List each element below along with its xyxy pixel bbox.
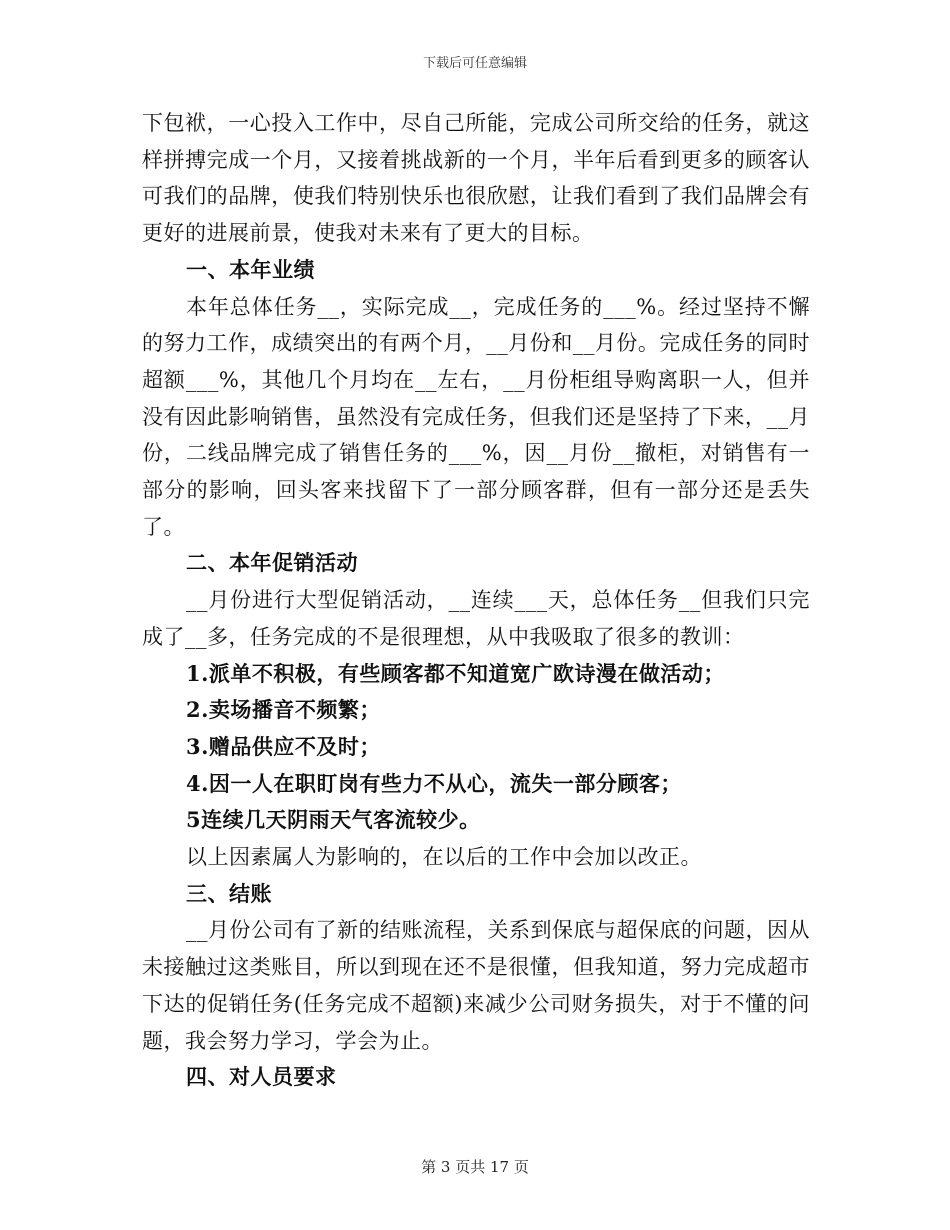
lesson-item-1: 1.派单不积极，有些顾客都不知道宽广欧诗漫在做活动；: [186, 660, 725, 686]
lesson-item-3: 3.赠品供应不及时；: [186, 733, 381, 759]
section-heading-staff-requirements: 四、对人员要求: [186, 1064, 337, 1090]
document-body: [142, 105, 810, 1096]
paragraph-settlement: __月份公司有了新的结账流程，关系到保底与超保底的问题，因从未接触过这类账目，所以到现在还不是很懂，但我知道，努力完成超市下达的促销任务(任务完成不超额)来减少公司财务损失，对于不懂的问题，我会努力学习，学会为止。: [142, 918, 810, 1053]
section-heading-settlement: 三、结账: [186, 880, 272, 906]
section-heading-annual-performance: 一、本年业绩: [186, 256, 315, 282]
paragraph-intro-continuation: 下包袱，一心投入工作中，尽自己所能，完成公司所交给的任务，就这样拼搏完成一个月，又接着挑战新的一个月，半年后看到更多的顾客认可我们的品牌，使我们特别快乐也很欣慰，让我们看到了我们品牌会有更好的进展前景，使我对未来有了更大的目标。: [142, 111, 810, 246]
page-header: 下载后可任意编辑: [422, 56, 527, 71]
page-footer: 第 3 页共 17 页: [421, 1158, 529, 1176]
lesson-item-5: 5连续几天阴雨天气客流较少。: [186, 807, 481, 833]
paragraph-annual-performance: 本年总体任务__，实际完成__，完成任务的___%。经过坚持不懈的努力工作，成绩突出的有两个月，__月份和__月份。完成任务的同时超额___%，其他几个月均在__左右，__月份柜组导购离职一人，但并没有因此影响销售，虽然没有完成任务，但我们还是坚持了下来，__月份，二线品牌完成了销售任务的___%，因__月份__撤柜，对销售有一部分的影响，回头客来找留下了一部分顾客群，但有一部分还是丢失了。: [142, 294, 810, 539]
lesson-item-4: 4.因一人在职盯岗有些力不从心，流失一部分顾客；: [186, 770, 682, 796]
paragraph-corrections: 以上因素属人为影响的，在以后的工作中会加以改正。: [186, 845, 702, 870]
lesson-item-2: 2.卖场播音不频繁；: [186, 697, 381, 723]
section-heading-promotions: 二、本年促销活动: [186, 550, 358, 576]
paragraph-promotions: __月份进行大型促销活动，__连续___天，总体任务__但我们只完成了__多，任务完成的不是很理想，从中我吸取了很多的教训：: [142, 588, 810, 649]
